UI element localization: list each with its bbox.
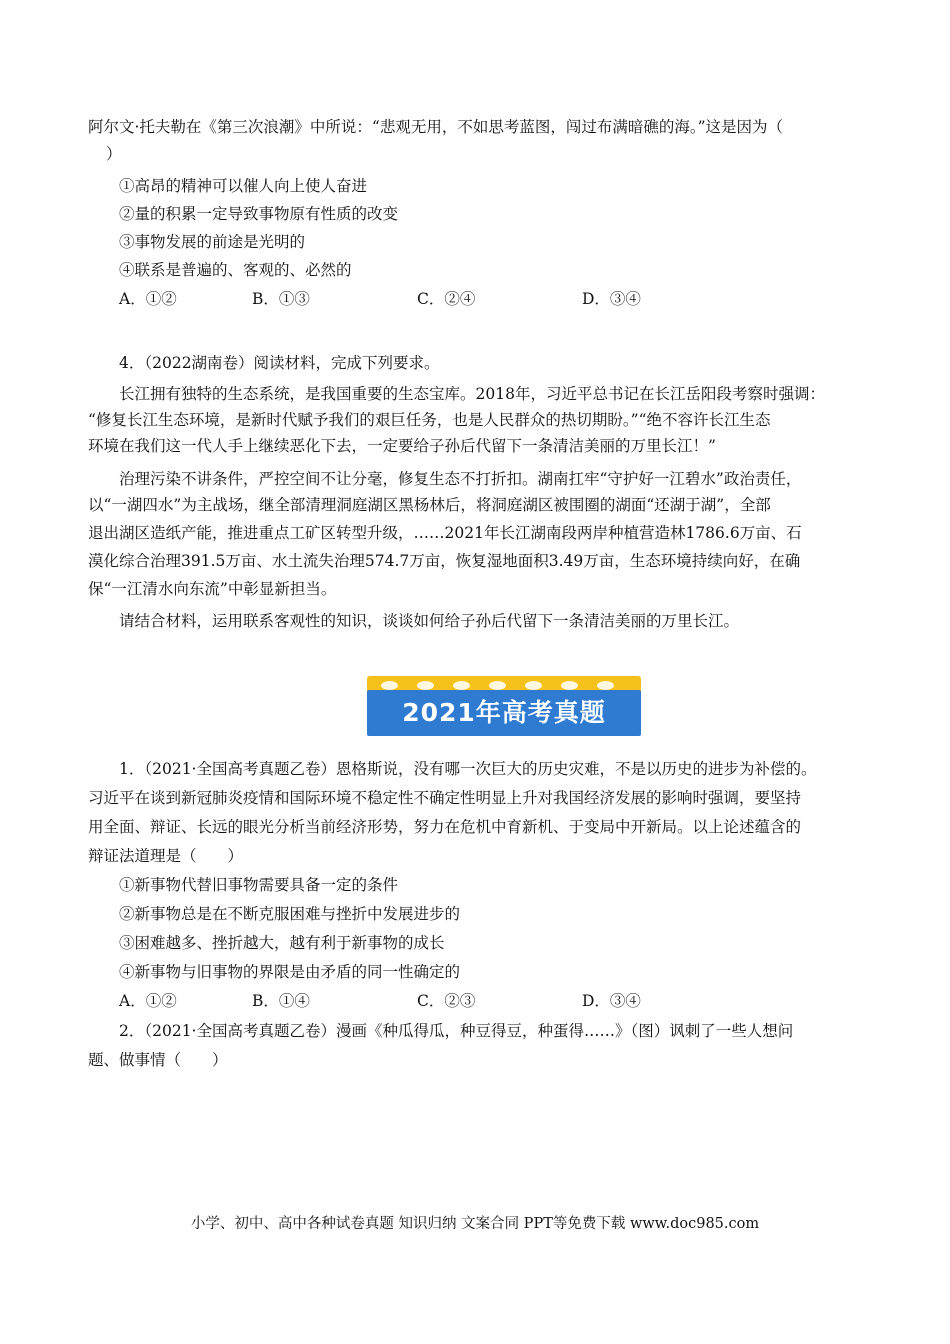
material-line: 以“一湖四水”为主战场，继全部清理洞庭湖区黑杨林后，将洞庭湖区被围圈的湖面“还湖于湖”，全部 <box>88 496 771 514</box>
statement-item: ③事物发展的前途是光明的 <box>119 233 306 251</box>
section-title: 2021年高考真题 <box>402 698 606 727</box>
material-line: 退出湖区造纸产能，推进重点工矿区转型升级，……2021年长江湖南段两岸种植营造林1786.6万亩、石 <box>88 524 802 542</box>
statement-item: ③困难越多、挫折越大，越有利于新事物的成长 <box>119 934 445 952</box>
statement-item: ④新事物与旧事物的界限是由矛盾的同一性确定的 <box>119 963 461 981</box>
option-d: D．③④ <box>582 290 641 308</box>
material-line: 漠化综合治理391.5万亩、水土流失治理574.7万亩，恢复湿地面积3.49万亩，生态环境持续向好，在确 <box>88 552 801 570</box>
option-c: C．②④ <box>417 290 476 308</box>
statement-item: ④联系是普遍的、客观的、必然的 <box>119 261 352 279</box>
option-a: A．①② <box>119 290 177 308</box>
page-footer: 小学、初中、高中各种试卷真题 知识归纳 文案合同 PPT等免费下载 www.doc985.com <box>190 1216 760 1232</box>
question-stem-line: 阿尔文·托夫勒在《第三次浪潮》中所说：“悲观无用，不如思考蓝图，闯过布满暗礁的海。”这是因为（ <box>88 118 784 136</box>
option-b: B．①③ <box>252 290 310 308</box>
question-task: 请结合材料，运用联系客观性的知识，谈谈如何给子孙后代留下一条清洁美丽的万里长江。 <box>119 612 740 630</box>
option-c: C．②③ <box>417 992 476 1010</box>
question-heading: 4．（2022湖南卷）阅读材料，完成下列要求。 <box>119 354 440 372</box>
question-stem-line: 1．（2021·全国高考真题乙卷）恩格斯说，没有哪一次巨大的历史灾难，不是以历史的进步为补偿的。 <box>119 760 817 778</box>
material-line: 环境在我们这一代人手上继续恶化下去，一定要给子孙后代留下一条清洁美丽的万里长江！” <box>88 437 716 455</box>
statement-item: ②新事物总是在不断克服困难与挫折中发展进步的 <box>119 905 461 923</box>
material-line: “修复长江生态环境，是新时代赋予我们的艰巨任务，也是人民群众的热切期盼。”“绝不容许长江生态 <box>88 411 771 429</box>
question-stem-line: 辩证法道理是（ ） <box>88 847 244 865</box>
question-stem-line: 习近平在谈到新冠肺炎疫情和国际环境不稳定性不确定性明显上升对我国经济发展的影响时强调，要坚持 <box>88 789 802 807</box>
statement-item: ①高昂的精神可以催人向上使人奋进 <box>119 177 368 195</box>
question-stem-line: ） <box>106 145 122 163</box>
statement-item: ②量的积累一定导致事物原有性质的改变 <box>119 205 399 223</box>
section-banner <box>367 676 641 736</box>
statement-item: ①新事物代替旧事物需要具备一定的条件 <box>119 876 399 894</box>
option-a: A．①② <box>119 992 177 1010</box>
material-line: 保“一江清水向东流”中彰显新担当。 <box>88 580 337 598</box>
question-stem-line: 用全面、辩证、长远的眼光分析当前经济形势，努力在危机中育新机、于变局中开新局。以上论述蕴含的 <box>88 818 802 836</box>
question-stem-line: 2．（2021·全国高考真题乙卷）漫画《种瓜得瓜，种豆得豆，种蛋得……》（图）讽刺了一些人想问 <box>119 1022 794 1040</box>
material-line: 治理污染不讲条件，严控空间不让分毫，修复生态不打折扣。湖南扛牢“守护好一江碧水”政治责任， <box>119 470 802 488</box>
material-line: 长江拥有独特的生态系统，是我国重要的生态宝库。2018年，习近平总书记在长江岳阳段考察时强调： <box>119 385 825 403</box>
option-d: D．③④ <box>582 992 641 1010</box>
question-stem-line: 题、做事情（ ） <box>88 1051 228 1069</box>
option-b: B．①④ <box>252 992 310 1010</box>
